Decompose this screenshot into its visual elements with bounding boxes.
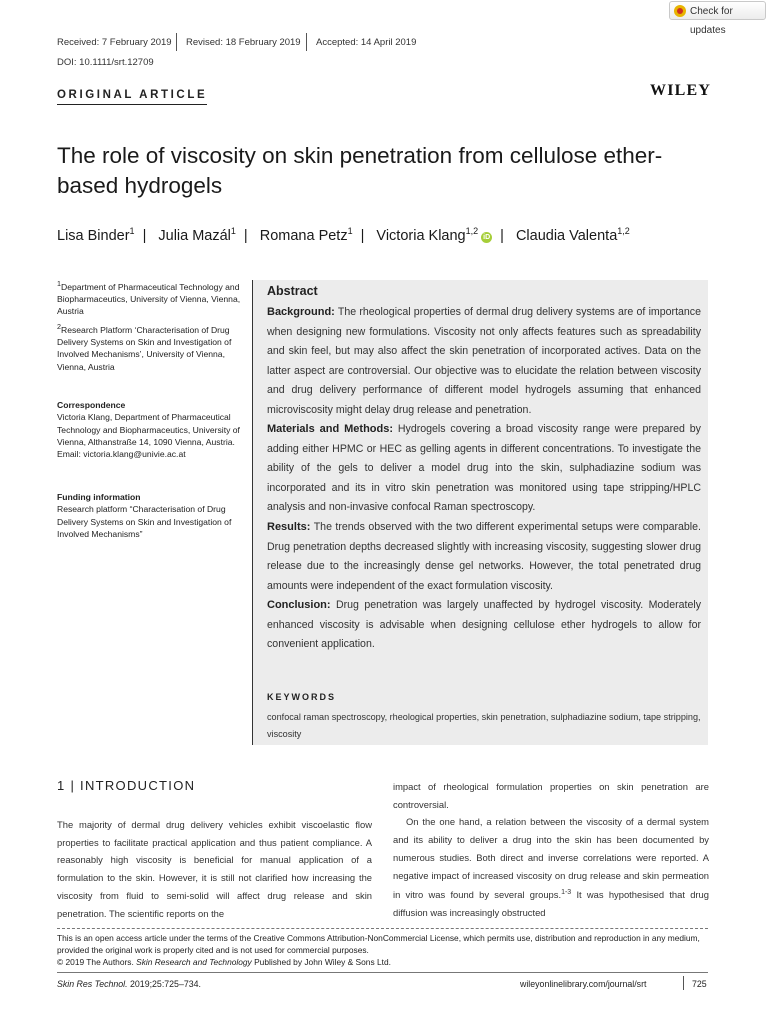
correspondence-email[interactable]: Email: victoria.klang@univie.ac.at <box>57 449 186 460</box>
license-statement: This is an open access article under the terms of the Creative Commons Attribution-NonCommercial License, which permits use, distribution and reproduction in any medium, provided the original work is properly cited and is not used for commercial purposes. <box>57 933 700 955</box>
footer-separator <box>683 976 684 990</box>
footer-divider <box>57 972 708 973</box>
check-for-updates-button[interactable] <box>669 1 766 36</box>
author-list <box>57 226 630 244</box>
affiliation-number: 2 <box>57 323 61 331</box>
footer-volume: 2019;25:725–734. <box>127 979 201 989</box>
license-divider <box>57 928 708 929</box>
author-separator: | <box>500 227 504 244</box>
page-number: 725 <box>692 979 707 989</box>
author-name[interactable]: Lisa Binder <box>57 227 130 244</box>
author-name[interactable]: Claudia Valenta <box>515 227 618 244</box>
author-name[interactable]: Romana Petz <box>259 227 348 244</box>
body-column-left <box>57 816 372 922</box>
author-name[interactable]: Julia Mazál <box>158 227 231 244</box>
abstract-heading: Abstract <box>267 284 318 298</box>
journal-name: Skin Research and Technology <box>136 957 252 967</box>
footer-url[interactable]: wileyonlinelibrary.com/journal/srt <box>520 979 647 989</box>
article-title: The role of viscosity on skin penetration from cellulose ether-based hydrogels <box>57 143 663 198</box>
affiliation-1 <box>57 278 245 318</box>
author-separator: | <box>243 227 248 244</box>
affiliation-text: Research Platform ‘Characterisation of Drug Delivery Systems on Skin and Investigation of Involved Mechanisms’, University of Vienna, Vienna, Austria <box>57 324 232 372</box>
received-date: Received: 7 February 2019 <box>57 37 172 48</box>
abstract-body <box>267 303 701 655</box>
intro-paragraph-1-continued: impact of rheological formulation properties on skin penetration are controversial. <box>393 781 709 810</box>
intro-paragraph-2-text: On the one hand, a relation between the viscosity of a dermal system and its ability to deliver a drug into the skin has been documented by numerous studies. Both direct and inverse correlations were reported. A negative impact of increased viscosity on drug release and skin permeation in vitro was found by several groups. <box>393 816 709 901</box>
intro-paragraph-1: The majority of dermal drug delivery vehicles exhibit viscoelastic flow properties to facilitate practical application and thus patient compliance. A reasonably high viscosity is beneficial for manual application of a formulation to the skin. However, it is still not clarified how increasing the viscosity from fluid to semi-solid will affect drug release and skin penetration. The scientific reports on the <box>57 819 372 919</box>
abstract-results-label: Results: <box>267 521 311 534</box>
introduction-heading: 1 | INTRODUCTION <box>57 778 196 793</box>
abstract-methods-label: Materials and Methods: <box>267 423 394 436</box>
citation-ref[interactable]: 1-3 <box>561 889 572 897</box>
license-text <box>57 932 708 968</box>
meta-divider <box>176 33 177 51</box>
author-affiliation: 1 <box>347 226 353 236</box>
copyright-line <box>57 956 708 968</box>
abstract-conclusion: Drug penetration was largely unaffected by hydrogel viscosity. Moderately enhanced viscosity is advisable when designing cellulose ether hydrogels to allow for convenient application. <box>267 599 701 651</box>
author-affiliation: 1 <box>129 226 135 236</box>
doi[interactable]: DOI: 10.1111/srt.12709 <box>57 57 154 68</box>
abstract-background-label: Background: <box>267 306 335 318</box>
funding-text: Research platform “Characterisation of Drug Delivery Systems on Skin and Investigation of Involved Mechanisms” <box>57 504 232 539</box>
check-for-updates-label: Check for updates <box>690 6 733 36</box>
meta-divider <box>306 33 307 51</box>
correspondence <box>57 399 245 460</box>
article-type: ORIGINAL ARTICLE <box>57 89 207 105</box>
funding <box>57 491 245 540</box>
keywords-list: confocal raman spectroscopy, rheological properties, skin penetration, sulphadiazine sodium, tape stripping, viscosity <box>267 712 701 739</box>
accepted-date: Accepted: 14 April 2019 <box>316 37 417 48</box>
author-affiliation: 1,2 <box>465 226 479 236</box>
author-separator: | <box>360 227 365 244</box>
abstract-conclusion-label: Conclusion: <box>267 599 331 612</box>
author-affiliation: 1,2 <box>617 226 630 236</box>
copyright-prefix: © 2019 The Authors. <box>57 957 137 967</box>
abstract-methods: Hydrogels covering a broad viscosity range were prepared by adding either HPMC or HEC as gelling agents in different concentrations. To investigate the ability of the gels to deliver a model drug into the skin, sulphadiazine sodium was incorporated and its in vitro skin penetration was monitored using tape stripping/HPLC analysis and non-invasive confocal Raman spectroscopy. <box>267 423 701 514</box>
abstract-results: The trends observed with the two different experimental setups were comparable. Drug penetration depths decreased slightly with increasing viscosity, suggesting slower drug release due to the increasingly dense gel networks. However, the total penetrated drug amounts were independent of the exact formulation viscosity. <box>267 521 701 592</box>
funding-label: Funding information <box>57 492 141 502</box>
author-separator: | <box>142 227 147 244</box>
orcid-icon[interactable]: iD <box>483 233 491 241</box>
intro-paragraph-2 <box>393 813 709 921</box>
crossmark-icon <box>674 5 686 17</box>
affiliation-2 <box>57 321 245 373</box>
affiliation-number: 1 <box>57 280 61 288</box>
abstract-background: The rheological properties of dermal drug delivery systems are of importance when designing new formulations. Viscosity not only affects features such as spreadability and skin feel, but may also affect the skin penetration of incorporated actives. Data on the latter aspect are controversial. Our objective was to elucidate the relation between viscosity and drug delivery performance of different model hydrogels assuming that enhanced microviscosity might delay drug release and penetration. <box>267 306 701 416</box>
body-column-right <box>393 778 709 922</box>
author-affiliation: 1 <box>230 226 236 236</box>
correspondence-label: Correspondence <box>57 400 126 410</box>
keywords-heading: KEYWORDS <box>267 692 337 702</box>
copyright-suffix: Published by John Wiley & Sons Ltd. <box>251 957 391 967</box>
revised-date: Revised: 18 February 2019 <box>186 37 301 48</box>
publisher-logo: WILEY <box>650 82 712 99</box>
footer-citation <box>57 979 201 989</box>
author-name[interactable]: Victoria Klang <box>376 227 466 244</box>
correspondence-text: Victoria Klang, Department of Pharmaceutical Technology and Biopharmaceutics, University of Vienna, Althanstraße 14, 1090 Vienna, Austria. <box>57 412 240 447</box>
intro-paragraph-2-end: It was hypothesised that drug diffusion was increasingly obstructed <box>393 889 709 919</box>
footer-journal: Skin Res Technol. <box>57 979 128 989</box>
affiliation-text: Department of Pharmaceutical Technology and Biopharmaceutics, University of Vienna, Vienna, Austria <box>57 281 241 317</box>
